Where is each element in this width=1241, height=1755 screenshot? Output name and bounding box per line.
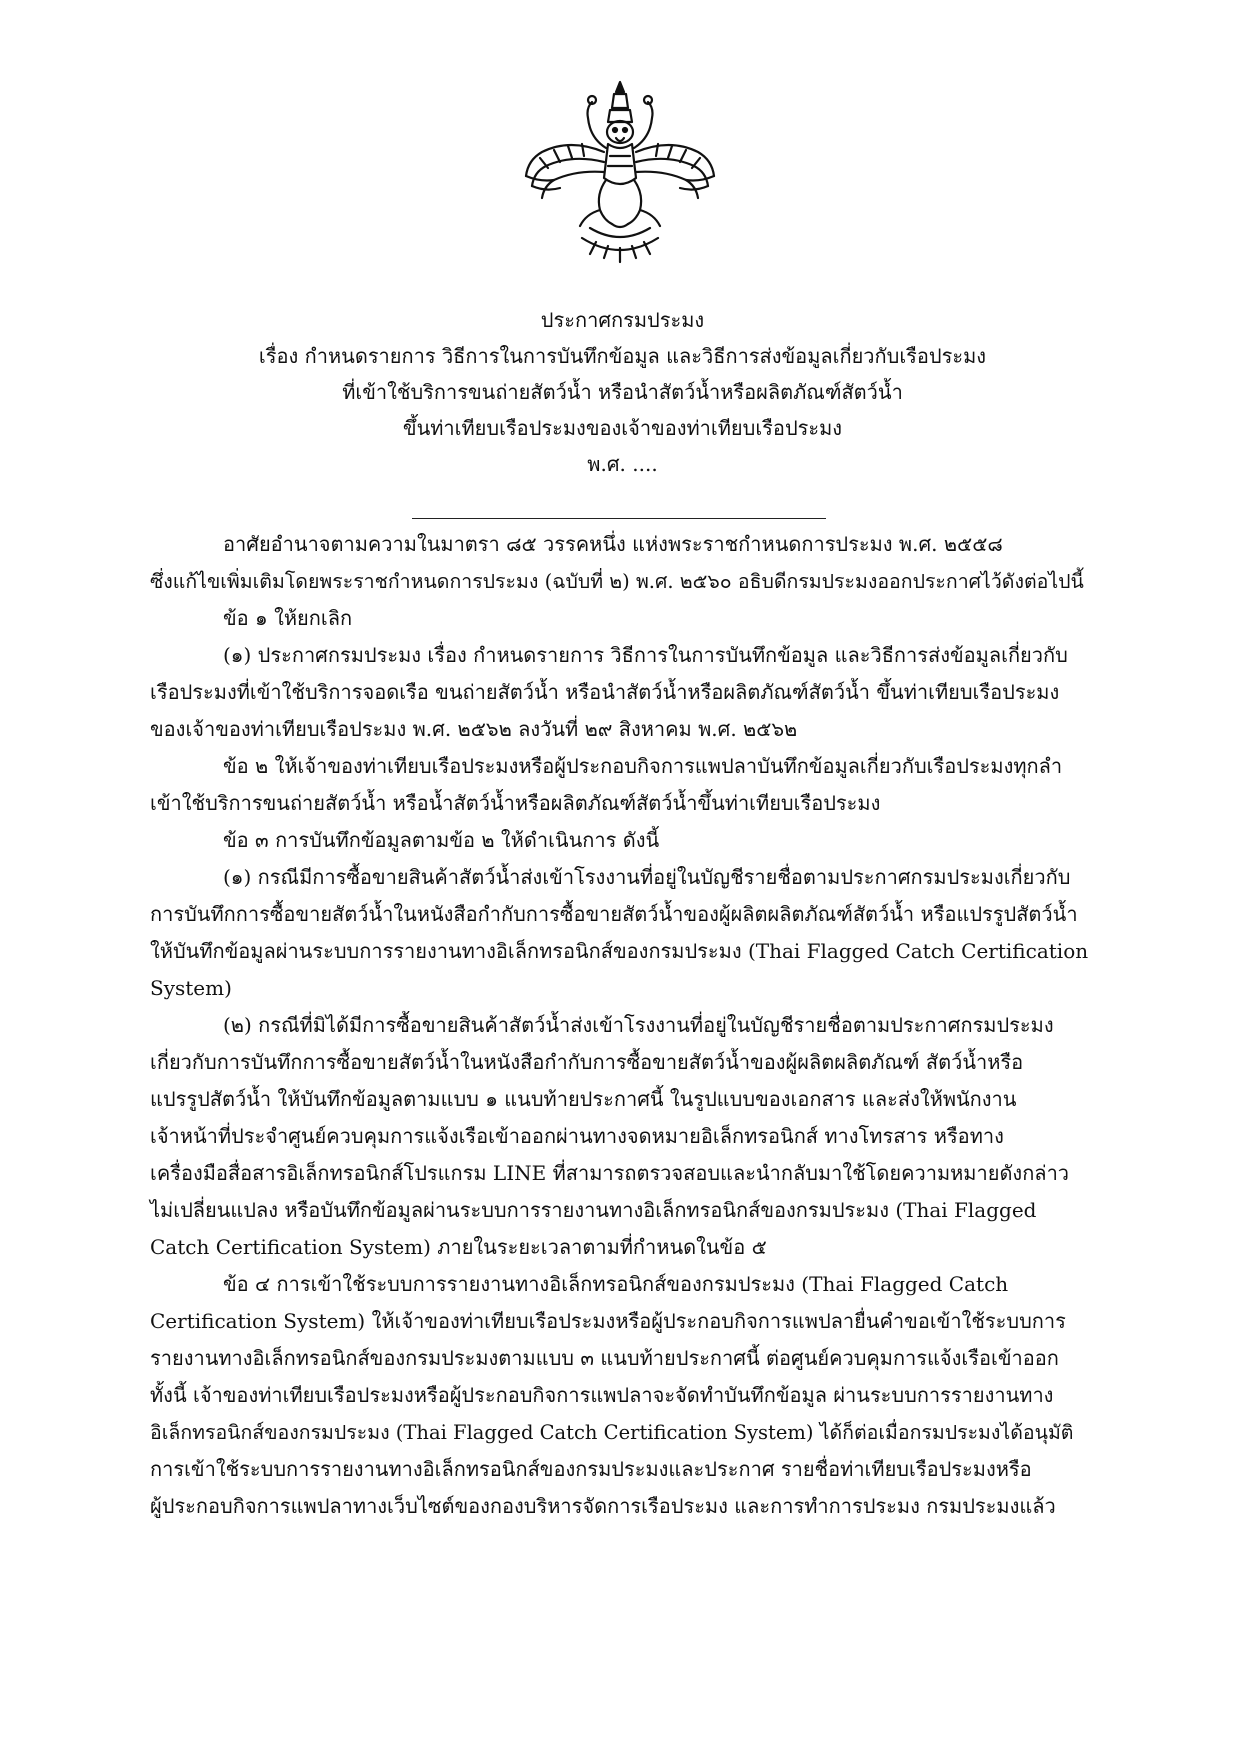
text-line: เกี่ยวกับการบันทึกการซื้อขายสัตว์น้ำในหนังสือกำกับการซื้อขายสัตว์น้ำของผู้ผลิตผลิตภัณฑ์ สัตว์น้ำหรือ [150,1050,1024,1074]
title-line: เรื่อง กำหนดรายการ วิธีการในการบันทึกข้อมูล และวิธีการส่งข้อมูลเกี่ยวกับเรือประมง [258,344,987,368]
preamble-paragraph [150,526,1095,600]
text-line: (๑) ประกาศกรมประมง เรื่อง กำหนดรายการ วิธีการในการบันทึกข้อมูล และวิธีการส่งข้อมูลเกี่ยวกับ [223,643,1068,667]
clause-3-item-2-paragraph [150,1007,1095,1266]
clause-3-paragraph [150,822,1095,859]
clause-3-item-1-paragraph [150,859,1095,1007]
text-line: การเข้าใช้ระบบการรายงานทางอิเล็กทรอนิกส์ของกรมประมงและประกาศ รายชื่อท่าเทียบเรือประมงหรือ [150,1457,1032,1481]
text-line: ของเจ้าของท่าเทียบเรือประมง พ.ศ. ๒๕๖๒ ลงวันที่ ๒๙ สิงหาคม พ.ศ. ๒๕๖๒ [150,717,798,741]
text-line: Catch Certification System) ภายในระยะเวลาตามที่กำหนดในข้อ ๕ [150,1235,767,1259]
title-divider [412,518,826,519]
text-line: Certification System) ให้เจ้าของท่าเทียบเรือประมงหรือผู้ประกอบกิจการแพปลายื่นคำขอเข้าใช้ระบบการ [150,1309,1066,1333]
text-line: การบันทึกการซื้อขายสัตว์น้ำในหนังสือกำกับการซื้อขายสัตว์น้ำของผู้ผลิตผลิตภัณฑ์สัตว์น้ำ หรือแปรรูปสัตว์น้ำ [150,902,1078,926]
text-line: ซึ่งแก้ไขเพิ่มเติมโดยพระราชกำหนดการประมง (ฉบับที่ ๒) พ.ศ. ๒๕๖๐ อธิบดีกรมประมงออกประกาศไว้ดังต่อไปนี้ [150,570,1084,593]
text-line: ให้บันทึกข้อมูลผ่านระบบการรายงานทางอิเล็กทรอนิกส์ของกรมประมง (Thai Flagged Catch Certification [150,939,1089,963]
text-line: รายงานทางอิเล็กทรอนิกส์ของกรมประมงตามแบบ ๓ แนบท้ายประกาศนี้ ต่อศูนย์ควบคุมการแจ้งเรือเข้าออก [150,1346,1059,1370]
document-body [150,526,1095,1525]
title-line: ประกาศกรมประมง [540,308,705,332]
text-line: ข้อ ๒ ให้เจ้าของท่าเทียบเรือประมงหรือผู้ประกอบกิจการแพปลาบันทึกข้อมูลเกี่ยวกับเรือประมงทุกลำ [223,754,1063,778]
document-title [150,302,1095,482]
title-line: ขึ้นท่าเทียบเรือประมงของเจ้าของท่าเทียบเรือประมง [402,416,843,440]
text-line: แปรรูปสัตว์น้ำ ให้บันทึกข้อมูลตามแบบ ๑ แนบท้ายประกาศนี้ ในรูปแบบของเอกสาร และส่งให้พนักงาน [150,1087,1017,1111]
text-line: ไม่เปลี่ยนแปลง หรือบันทึกข้อมูลผ่านระบบการรายงานทางอิเล็กทรอนิกส์ของกรมประมง (Thai Flagged [150,1198,1037,1222]
clause-4-paragraph [150,1266,1095,1525]
clause-1-paragraph [150,600,1095,637]
clause-1-item-1-paragraph [150,637,1095,748]
title-line: พ.ศ. .... [587,452,658,476]
text-line: อาศัยอำนาจตามความในมาตรา ๘๕ วรรคหนึ่ง แห่งพระราชกำหนดการประมง พ.ศ. ๒๕๕๘ [223,532,1003,556]
title-line: ที่เข้าใช้บริการขนถ่ายสัตว์น้ำ หรือนำสัตว์น้ำหรือผลิตภัณฑ์สัตว์น้ำ [342,380,903,404]
text-line: ข้อ ๑ ให้ยกเลิก [223,606,353,630]
text-line: เข้าใช้บริการขนถ่ายสัตว์น้ำ หรือน้ำสัตว์น้ำหรือผลิตภัณฑ์สัตว์น้ำขึ้นท่าเทียบเรือประมง [150,791,881,815]
text-line: เรือประมงที่เข้าใช้บริการจอดเรือ ขนถ่ายสัตว์น้ำ หรือนำสัตว์น้ำหรือผลิตภัณฑ์สัตว์น้ำ ขึ้นท่าเทียบเรือประมง [150,680,1060,704]
text-line: ข้อ ๓ การบันทึกข้อมูลตามข้อ ๒ ให้ดำเนินการ ดังนี้ [223,828,660,852]
text-line: (๑) กรณีมีการซื้อขายสินค้าสัตว์น้ำส่งเข้าโรงงานที่อยู่ในบัญชีรายชื่อตามประกาศกรมประมงเกี่ยวกับ [223,865,1071,889]
text-line: System) [150,976,232,1000]
text-line: อิเล็กทรอนิกส์ของกรมประมง (Thai Flagged Catch Certification System) ได้ก็ต่อเมื่อกรมประมงได้อนุมัติ [150,1421,1074,1444]
text-line: (๒) กรณีที่มิได้มีการซื้อขายสินค้าสัตว์น้ำส่งเข้าโรงงานที่อยู่ในบัญชีรายชื่อตามประกาศกรมประมง [223,1013,1054,1037]
clause-2-paragraph [150,748,1095,822]
text-line: ข้อ ๔ การเข้าใช้ระบบการรายงานทางอิเล็กทรอนิกส์ของกรมประมง (Thai Flagged Catch [223,1272,1009,1296]
text-line: เครื่องมือสื่อสารอิเล็กทรอนิกส์โปรแกรม LINE ที่สามารถตรวจสอบและนำกลับมาใช้โดยความหมายดังกล่าว [150,1161,1070,1185]
text-line: ทั้งนี้ เจ้าของท่าเทียบเรือประมงหรือผู้ประกอบกิจการแพปลาจะจัดทำบันทึกข้อมูล ผ่านระบบการรายงานทาง [150,1383,1054,1407]
garuda-emblem-icon [520,78,720,266]
text-line: ผู้ประกอบกิจการแพปลาทางเว็บไซต์ของกองบริหารจัดการเรือประมง และการทำการประมง กรมประมงแล้ว [150,1494,1056,1518]
text-line: เจ้าหน้าที่ประจำศูนย์ควบคุมการแจ้งเรือเข้าออกผ่านทางจดหมายอิเล็กทรอนิกส์ ทางโทรสาร หรือทาง [150,1124,1004,1148]
